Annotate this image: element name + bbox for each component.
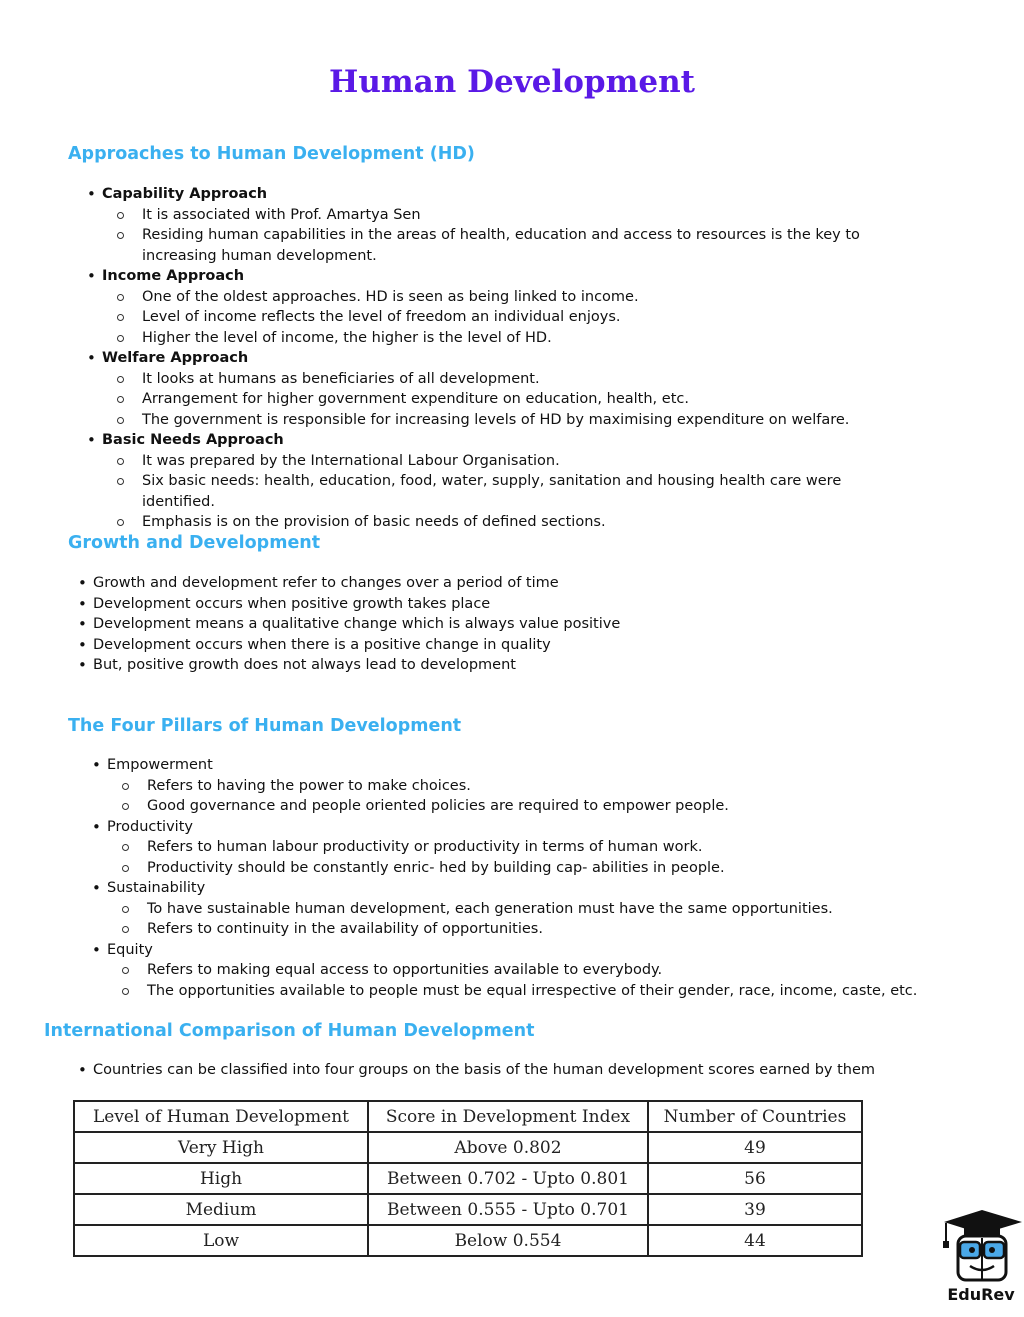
international-list [78,1060,938,1081]
list-item: • Development means a qualitative change which is always value positive [78,614,908,635]
sub-list-item: It was prepared by the International Labour Organisation. [102,451,917,472]
sub-list-item: Refers to making equal access to opportunities available to everybody. [107,960,922,981]
list-item-label: Sustainability [107,880,206,896]
sub-list-item: Emphasis is on the provision of basic needs of defined sections. [102,512,917,533]
table-cell: 39 [648,1194,862,1225]
list-item [87,184,917,266]
list-item: • Development occurs when there is a positive change in quality [78,635,908,656]
list-item-label: Income Approach [102,268,245,284]
sub-list-item: Refers to human labour productivity or productivity in terms of human work. [107,837,922,858]
sub-list-item: Six basic needs: health, education, food, water, supply, sanitation and housing health care were identified. [102,471,917,512]
sub-list-item: The opportunities available to people must be equal irrespective of their gender, race, income, caste, etc. [107,981,922,1002]
list-item: • Countries can be classified into four groups on the basis of the human development scores earned by them [78,1060,938,1081]
list-item: • Development occurs when positive growth takes place [78,594,908,615]
table-cell: 44 [648,1225,862,1256]
table-cell: Very High [74,1132,368,1163]
section-heading-international: International Comparison of Human Development [44,1021,535,1041]
list-item [92,817,922,879]
sub-list-item: The government is responsible for increasing levels of HD by maximising expenditure on welfare. [102,410,917,431]
table-row [74,1132,862,1163]
list-item-label: Empowerment [107,757,213,773]
table-row [74,1194,862,1225]
section-heading-pillars: The Four Pillars of Human Development [68,716,462,736]
sub-list-item: Higher the level of income, the higher is the level of HD. [102,328,917,349]
pillars-list [92,755,922,1001]
table-cell: 56 [648,1163,862,1194]
list-item [92,940,922,1002]
list-item-label: Productivity [107,818,193,835]
table-cell: Below 0.554 [368,1225,648,1256]
table-cell: High [74,1163,368,1194]
sub-list-item: Productivity should be constantly enric- hed by building cap- abilities in people. [107,858,922,879]
list-item-label: Basic Needs Approach [102,432,284,448]
list-item [87,430,917,533]
sub-list-item: One of the oldest approaches. HD is seen as being linked to income. [102,287,917,308]
section-heading-approaches: Approaches to Human Development (HD) [68,144,475,164]
table-cell: 49 [648,1132,862,1163]
table-header-cell: Score in Development Index [368,1101,648,1132]
hd-classification-table [73,1100,863,1257]
sub-list-item: Refers to continuity in the availability of opportunities. [107,919,922,940]
sub-list-item: Arrangement for higher government expenditure on education, health, etc. [102,389,917,410]
approaches-list [87,184,917,533]
sub-list-item: It is associated with Prof. Amartya Sen [102,205,917,226]
table-row [74,1163,862,1194]
sub-list-item: Good governance and people oriented policies are required to empower people. [107,796,922,817]
list-item-label: Capability Approach [102,186,268,202]
table-cell: Low [74,1225,368,1256]
list-item [92,878,922,940]
table-header-cell: Number of Countries [648,1101,862,1132]
table-row [74,1225,862,1256]
sub-list-item: Refers to having the power to make choices. [107,776,922,797]
list-item: • Growth and development refer to changes over a period of time [78,573,908,594]
list-item-label: Equity [107,941,153,958]
sub-list-item: To have sustainable human development, each generation must have the same opportunities. [107,899,922,920]
sub-list-item: Residing human capabilities in the areas of health, education and access to resources is the key to increasing human development. [102,225,917,266]
table-cell: Medium [74,1194,368,1225]
table-cell: Above 0.802 [368,1132,648,1163]
list-item [92,755,922,817]
section-heading-growth: Growth and Development [68,533,321,553]
list-item [87,348,917,430]
table-header-row [74,1101,862,1132]
table-header-cell: Level of Human Development [74,1101,368,1132]
graduate-mascot-icon [940,1208,1024,1284]
list-item-label: Welfare Approach [102,350,249,366]
list-item: • But, positive growth does not always lead to development [78,655,908,676]
table-cell: Between 0.555 - Upto 0.701 [368,1194,648,1225]
logo-text: EduRev [947,1285,1015,1304]
table-cell: Between 0.702 - Upto 0.801 [368,1163,648,1194]
edurev-logo[interactable] [936,1208,1024,1308]
sub-list-item: It looks at humans as beneficiaries of all development. [102,369,917,390]
growth-list [78,573,908,676]
list-item [87,266,917,348]
page-title: Human Development [329,64,695,100]
sub-list-item: Level of income reflects the level of freedom an individual enjoys. [102,307,917,328]
